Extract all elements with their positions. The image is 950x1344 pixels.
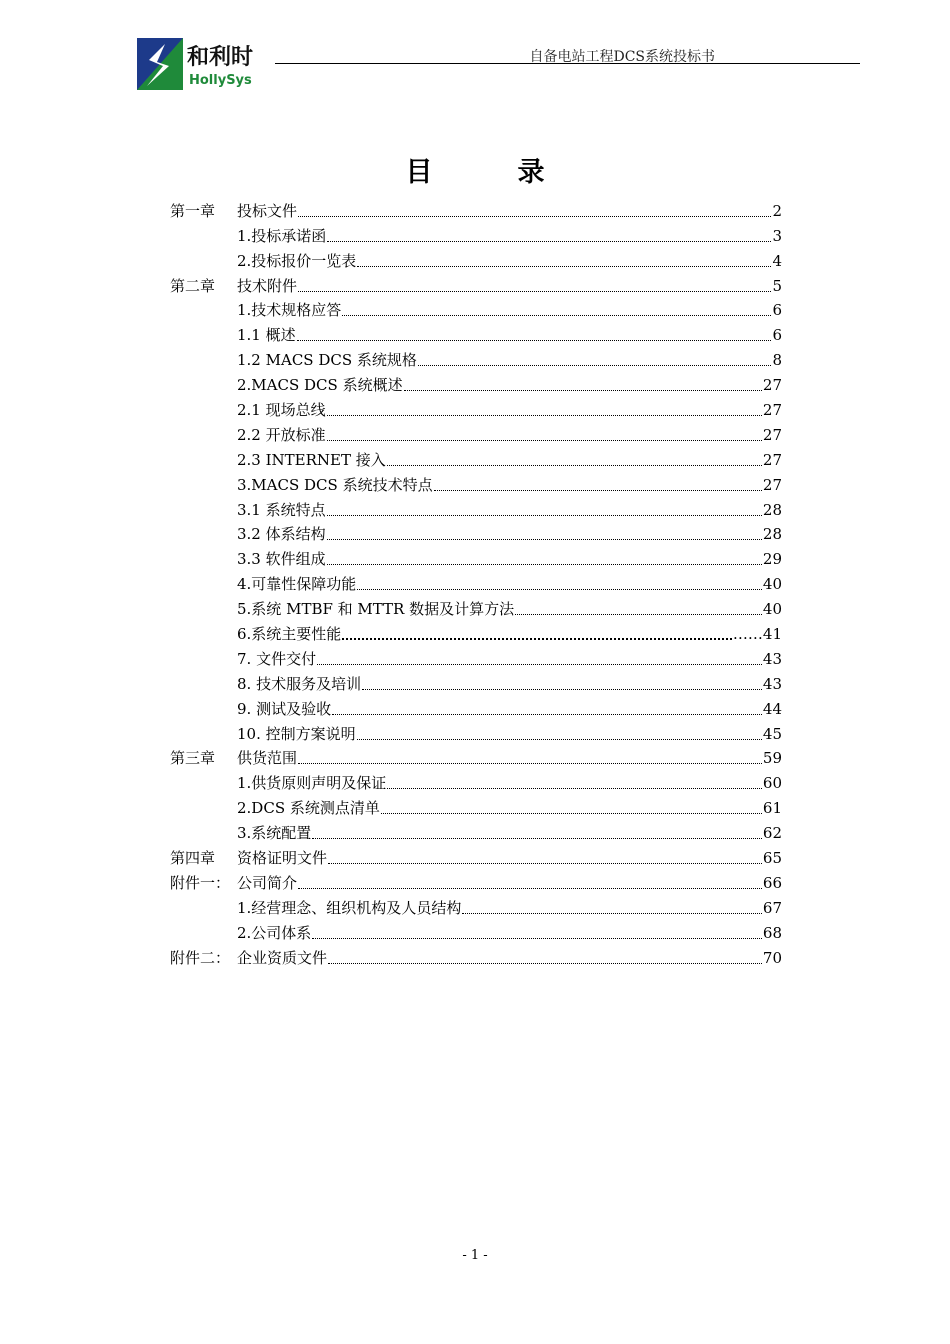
toc-page-number: 27 [762,425,782,444]
toc-leader-dots [362,688,762,690]
toc-leader-dots [332,713,762,715]
toc-entry-title: 5.系统 MTBF 和 MTTR 数据及计算方法 [237,600,515,619]
toc-entry[interactable] [170,320,782,345]
toc-entry-title: 1.技术规格应答 [237,301,342,320]
toc-page-number: 27 [762,401,782,420]
toc-leader-dots [342,637,732,640]
title-char-left: 目 [405,157,433,188]
toc-leader-dots [404,389,762,391]
toc-entry[interactable] [170,694,782,719]
toc-entry[interactable] [170,246,782,271]
toc-leader-dots [298,887,762,889]
toc-entry-title: 1.供货原则声明及保证 [237,774,387,793]
toc-page-number: 27 [762,475,782,494]
toc-entry[interactable] [170,843,782,868]
toc-entry[interactable] [170,793,782,818]
svg-text:HollySys: HollySys [189,73,252,88]
toc-leader-dots [381,812,762,814]
toc-leader-dots [462,912,762,914]
toc-entry-title: 8. 技术服务及培训 [237,674,362,693]
toc-page-number: 67 [762,898,782,917]
toc-entry-title: 3.MACS DCS 系统技术特点 [237,475,433,494]
toc-entry-title: 2.DCS 系统测点清单 [237,799,380,818]
toc-chapter-label: 第四章 [170,849,216,868]
toc-leader-dots [328,862,762,864]
toc-leader-dots [387,464,762,466]
toc-page-number: 5 [772,276,782,295]
toc-leader-dots [515,613,762,615]
toc-page-number: 68 [762,923,782,942]
toc-entry[interactable] [170,669,782,694]
toc-entry[interactable] [170,420,782,445]
toc-entry-title: 3.1 系统特点 [237,500,326,519]
toc-entry[interactable] [170,868,782,893]
toc-entry[interactable] [170,196,782,221]
toc-page-number: 65 [762,849,782,868]
toc-entry-title: 1.投标承诺函 [237,226,327,245]
toc-page-number: 29 [762,550,782,569]
toc-entry[interactable] [170,520,782,545]
toc-leader-dots [327,240,771,242]
toc-entry-title: 1.1 概述 [237,326,296,345]
toc-leader-dots [317,663,762,665]
toc-leader-dots [434,489,762,491]
toc-entry[interactable] [170,345,782,370]
toc-entry[interactable] [170,719,782,744]
toc-entry-title: 6.系统主要性能 [237,625,342,644]
toc-entry-title: 投标文件 [237,201,298,220]
toc-entry-title: 3.系统配置 [237,824,312,843]
toc-entry-title: 公司简介 [237,873,298,892]
toc-page-number: 27 [762,450,782,469]
header-doc-title: 自备电站工程DCS系统投标书 [529,49,715,65]
toc-entry-title: 技术附件 [237,276,298,295]
toc-page-number: 59 [762,749,782,768]
toc-leader-dots [327,414,762,416]
toc-leader-dots [312,837,762,839]
toc-leader-dots [357,588,762,590]
toc-chapter-label: 第一章 [170,201,216,220]
toc-page-number: 62 [762,824,782,843]
page-header [135,36,860,92]
toc-entry-title: 3.2 体系结构 [237,525,326,544]
toc-page-number: 60 [762,774,782,793]
toc-entry-title: 9. 测试及验收 [237,699,332,718]
toc-page-number: 44 [762,699,782,718]
hollysys-logo [135,36,275,92]
toc-entry-title: 企业资质文件 [237,948,328,967]
toc-page-number: 28 [762,500,782,519]
toc-chapter-label: 附件一： [170,873,231,892]
toc-entry[interactable] [170,569,782,594]
toc-entry-title: 2.投标报价一览表 [237,251,357,270]
toc-leader-dots [298,762,762,764]
toc-leader-dots [327,439,762,441]
title-char-right: 录 [517,157,545,188]
toc-leader-dots [327,538,762,540]
toc-entry-title: 10. 控制方案说明 [237,724,356,743]
toc-entry[interactable] [170,893,782,918]
toc-page-number: 28 [762,525,782,544]
toc-leader-dots [357,265,771,267]
toc-entry-title: 7. 文件交付 [237,649,317,668]
toc-leader-dots [418,364,772,366]
toc-entry[interactable] [170,370,782,395]
toc-page-number: 3 [772,226,782,245]
toc-page-number: ……41 [732,625,782,644]
toc-leader-dots [327,514,762,516]
page-title [0,150,950,189]
toc-entry[interactable] [170,271,782,296]
toc-page-number: 45 [762,724,782,743]
toc-entry[interactable] [170,818,782,843]
page-number: - 1 - [462,1248,488,1263]
toc-entry-title: 3.3 软件组成 [237,550,326,569]
toc-leader-dots [298,215,771,217]
toc-page-number: 66 [762,873,782,892]
toc-page-number: 2 [772,201,782,220]
toc-entry[interactable] [170,544,782,569]
toc-page-number: 6 [772,326,782,345]
toc-page-number: 43 [762,649,782,668]
toc-page-number: 61 [762,799,782,818]
toc-entry[interactable] [170,768,782,793]
toc-leader-dots [297,339,772,341]
toc-page-number: 4 [772,251,782,270]
svg-text:和利时: 和利时 [187,44,254,70]
toc-leader-dots [387,787,762,789]
toc-page-number: 6 [772,301,782,320]
toc-entry[interactable] [170,296,782,321]
table-of-contents [170,196,782,968]
toc-page-number: 40 [762,575,782,594]
toc-page-number: 70 [762,948,782,967]
header-rule [275,63,860,64]
toc-leader-dots [328,962,762,964]
toc-chapter-label: 附件二： [170,948,231,967]
toc-chapter-label: 第二章 [170,276,216,295]
toc-entry[interactable] [170,445,782,470]
toc-entry-title: 1.经营理念、组织机构及人员结构 [237,898,462,917]
toc-page-number: 40 [762,600,782,619]
toc-page-number: 8 [772,351,782,370]
toc-chapter-label: 第三章 [170,749,216,768]
toc-leader-dots [357,738,762,740]
toc-entry-title: 4.可靠性保障功能 [237,575,357,594]
toc-leader-dots [342,314,771,316]
toc-entry-title: 资格证明文件 [237,849,328,868]
toc-entry[interactable] [170,918,782,943]
toc-entry[interactable] [170,495,782,520]
toc-leader-dots [298,290,771,292]
toc-entry[interactable] [170,395,782,420]
toc-entry-title: 2.3 INTERNET 接入 [237,450,386,469]
toc-entry-title: 2.2 开放标准 [237,425,326,444]
toc-entry[interactable] [170,943,782,968]
toc-leader-dots [312,937,762,939]
toc-entry[interactable] [170,644,782,669]
toc-entry-title: 供货范围 [237,749,298,768]
toc-entry[interactable] [170,744,782,769]
toc-entry-title: 2.1 现场总线 [237,401,326,420]
toc-entry[interactable] [170,470,782,495]
toc-entry-title: 2.MACS DCS 系统概述 [237,376,403,395]
toc-entry[interactable] [170,619,782,644]
toc-entry-title: 1.2 MACS DCS 系统规格 [237,351,417,370]
toc-page-number: 43 [762,674,782,693]
toc-entry-title: 2.公司体系 [237,923,312,942]
toc-entry[interactable] [170,221,782,246]
toc-entry[interactable] [170,594,782,619]
toc-leader-dots [327,563,762,565]
toc-page-number: 27 [762,376,782,395]
